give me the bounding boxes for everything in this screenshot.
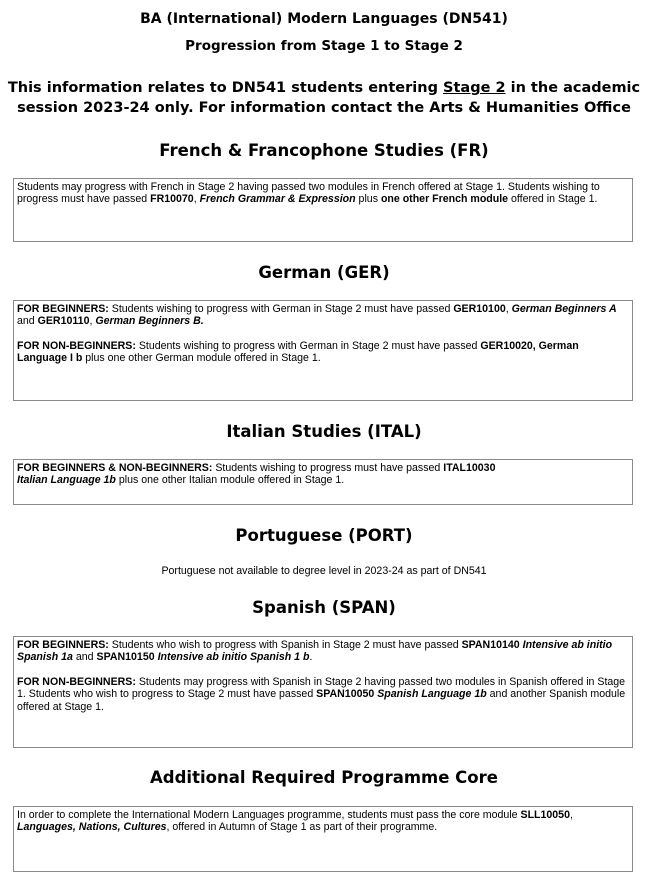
portuguese-heading: Portuguese (PORT) (235, 526, 413, 545)
french-text: Students may progress with French in Stage 2 having passed two modules in French offered at Stage 1. Students wishing to progress must have passed FR10070, French Grammar & Expression plus one other French module offered in Stage 1. (17, 181, 600, 206)
german-nonbeginners-text: FOR NON-BEGINNERS: Students wishing to progress with German in Stage 2 must have passed GER10020, German Language I b plus one other German module offered in Stage 1. (17, 339, 579, 365)
german-heading: German (GER) (258, 263, 390, 282)
french-heading: French & Francophone Studies (FR) (159, 141, 489, 160)
portuguese-note: Portuguese not available to degree level in 2023-24 as part of DN541 (161, 565, 487, 577)
german-beginners-text: FOR BEGINNERS: Students wishing to progress with German in Stage 2 must have passed GER10100, German Beginners A and GER10110, German Beginners B. (17, 303, 617, 328)
core-box (13, 806, 633, 872)
intro-line-2: session 2023-24 only. For information contact the Arts & Humanities Office (17, 100, 631, 116)
spanish-box (13, 636, 633, 748)
intro-text-b: in the academic (505, 80, 641, 96)
intro-stage: Stage 2 (443, 80, 506, 96)
italian-text: FOR BEGINNERS & NON-BEGINNERS: Students wishing to progress must have passed ITAL10030 Italian Language 1b plus one other Italian module offered in Stage 1. (17, 462, 496, 487)
italian-box (13, 459, 633, 505)
document-subtitle: Progression from Stage 1 to Stage 2 (185, 38, 463, 54)
french-box (13, 178, 633, 242)
intro-line-1 (0, 79, 648, 98)
core-heading: Additional Required Programme Core (150, 768, 498, 787)
spanish-nonbeginners-text: FOR NON-BEGINNERS: Students may progress with Spanish in Stage 2 having passed two modules in Spanish offered in Stage 1. Students who wish to progress to Stage 2 must have passed SPAN10050 Spanish Language 1b and another Spanish module offered at Stage 1. (17, 675, 626, 713)
italian-heading: Italian Studies (ITAL) (226, 422, 422, 441)
spanish-heading: Spanish (SPAN) (252, 598, 396, 617)
german-box (13, 300, 633, 401)
spanish-beginners-text: FOR BEGINNERS: Students who wish to progress with Spanish in Stage 2 must have passed SPAN10140 Intensive ab initio Spanish 1a and SPAN10150 Intensive ab initio Spanish 1 b. (17, 639, 613, 664)
core-text: In order to complete the International Modern Languages programme, students must pass the core module SLL10050, Languages, Nations, Cultures, offered in Autumn of Stage 1 as part of their programme. (17, 809, 573, 834)
intro-text-a: This information relates to DN541 students entering (7, 80, 444, 96)
document-title: BA (International) Modern Languages (DN541) (140, 11, 508, 27)
